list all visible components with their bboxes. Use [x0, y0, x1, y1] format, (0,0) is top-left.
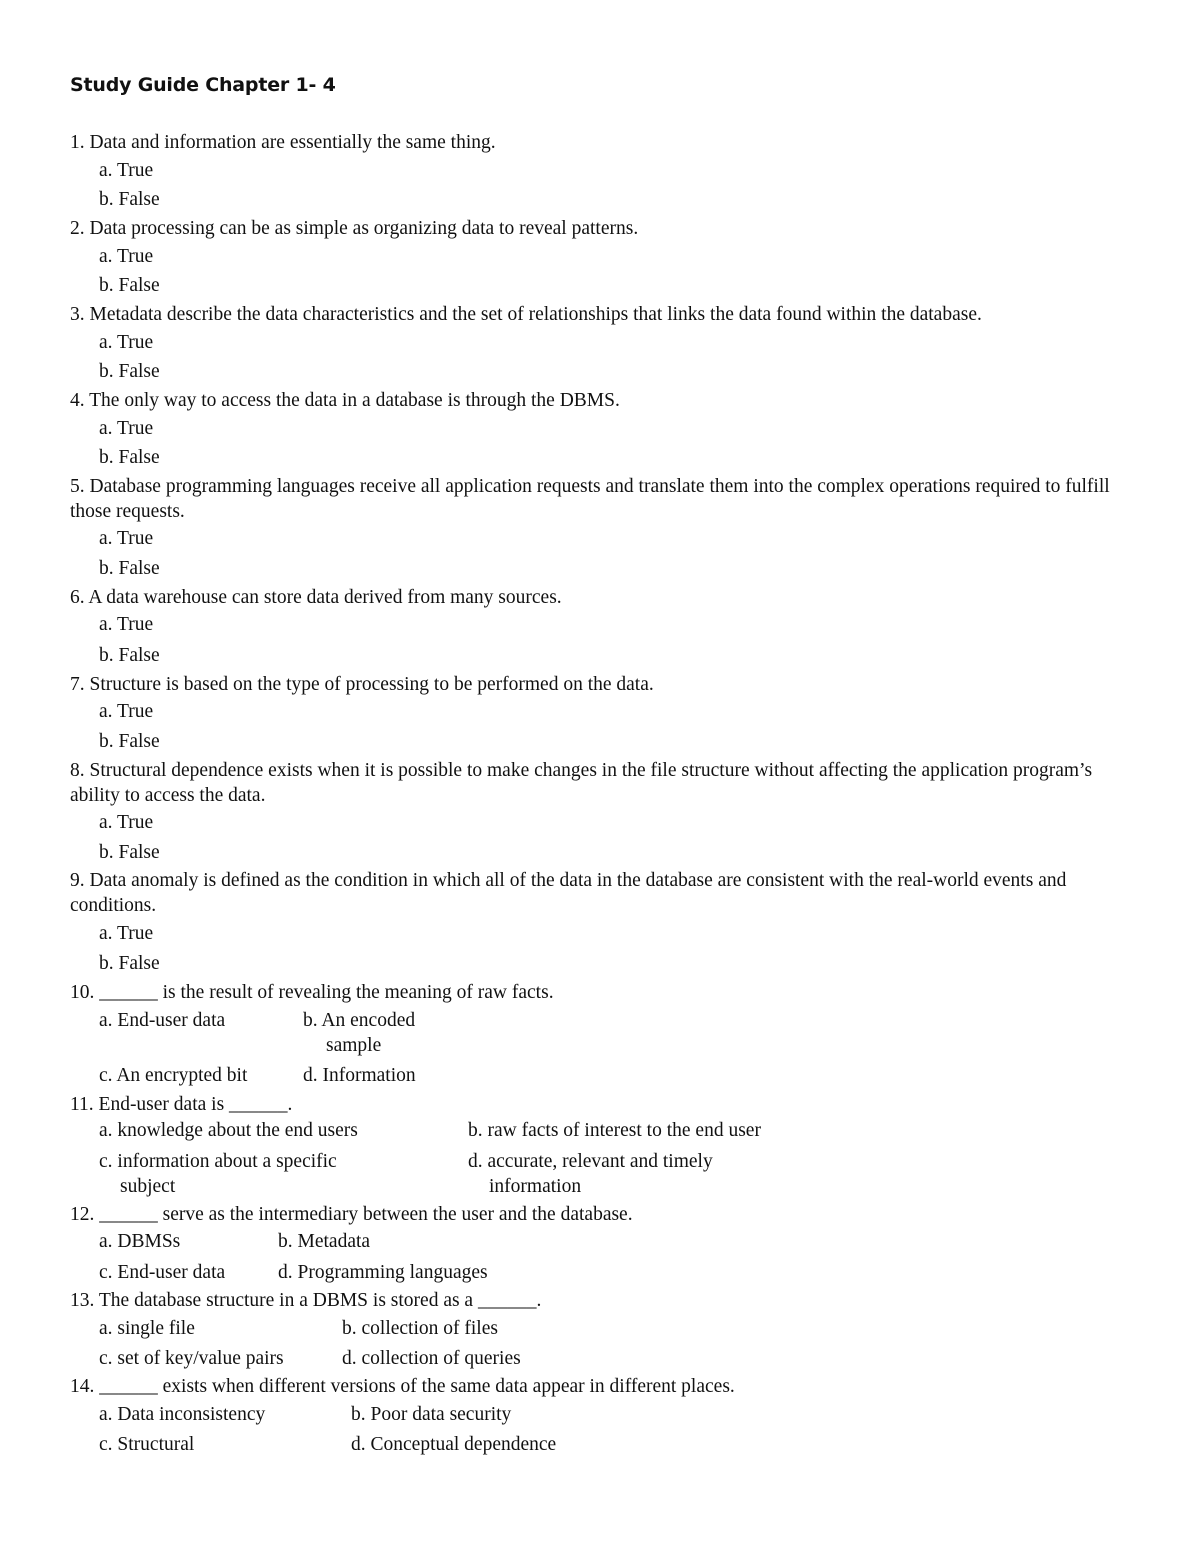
question-9: 9. Data anomaly is defined as the condition in which all of the data in the database are consistent with the real-world events and conditions.: [70, 870, 1067, 916]
q5-option-b: b. False: [99, 558, 160, 579]
q12-option-d: d. Programming languages: [278, 1262, 488, 1283]
page-title: Study Guide Chapter 1- 4: [70, 74, 336, 96]
q13-option-d: d. collection of queries: [342, 1348, 521, 1369]
q14-option-c: c. Structural: [99, 1434, 195, 1455]
q3-option-b: b. False: [99, 361, 160, 382]
q12-option-b: b. Metadata: [278, 1231, 371, 1252]
q11-option-b: b. raw facts of interest to the end user: [468, 1120, 761, 1141]
q14-option-a: a. Data inconsistency: [99, 1404, 266, 1425]
question-3: 3. Metadata describe the data characteristics and the set of relationships that links the data found within the database.: [70, 304, 982, 325]
q7-option-b: b. False: [99, 731, 160, 752]
q12-option-a: a. DBMSs: [99, 1231, 181, 1252]
q14-option-b: b. Poor data security: [351, 1404, 512, 1425]
q11-option-c: c. information about a specific subject: [99, 1151, 337, 1197]
q14-option-d: d. Conceptual dependence: [351, 1434, 557, 1455]
q12-option-c: c. End-user data: [99, 1262, 226, 1283]
q7-option-a: a. True: [99, 701, 154, 722]
q10-option-c: c. An encrypted bit: [99, 1065, 248, 1086]
question-8: 8. Structural dependence exists when it is possible to make changes in the file structure without affecting the application program’s ability to access the data.: [70, 760, 1093, 806]
question-4: 4. The only way to access the data in a database is through the DBMS.: [70, 390, 620, 411]
q2-option-a: a. True: [99, 246, 154, 267]
q4-option-b: b. False: [99, 447, 160, 468]
q10-option-d: d. Information: [303, 1065, 416, 1086]
q5-option-a: a. True: [99, 528, 154, 549]
q8-option-b: b. False: [99, 842, 160, 863]
q10-option-b: b. An encoded sample: [303, 1010, 416, 1056]
q6-option-b: b. False: [99, 645, 160, 666]
question-7: 7. Structure is based on the type of processing to be performed on the data.: [70, 674, 654, 695]
question-12: 12. ______ serve as the intermediary between the user and the database.: [70, 1204, 633, 1225]
q9-option-b: b. False: [99, 953, 160, 974]
q13-option-a: a. single file: [99, 1318, 195, 1339]
question-11: 11. End-user data is ______.: [70, 1094, 293, 1115]
question-10: 10. ______ is the result of revealing the meaning of raw facts.: [70, 982, 554, 1003]
question-2: 2. Data processing can be as simple as organizing data to reveal patterns.: [70, 218, 639, 239]
question-13: 13. The database structure in a DBMS is stored as a ______.: [70, 1290, 542, 1311]
q6-option-a: a. True: [99, 614, 154, 635]
q8-option-a: a. True: [99, 812, 154, 833]
q4-option-a: a. True: [99, 418, 154, 439]
question-1: 1. Data and information are essentially the same thing.: [70, 132, 496, 153]
q1-option-a: a. True: [99, 160, 154, 181]
q13-option-c: c. set of key/value pairs: [99, 1348, 284, 1369]
q13-option-b: b. collection of files: [342, 1318, 498, 1339]
q3-option-a: a. True: [99, 332, 154, 353]
q2-option-b: b. False: [99, 275, 160, 296]
question-6: 6. A data warehouse can store data derived from many sources.: [70, 587, 562, 608]
q10-option-a: a. End-user data: [99, 1010, 226, 1031]
question-5: 5. Database programming languages receive all application requests and translate them into the complex operations required to fulfill those requests.: [70, 476, 1110, 522]
question-14: 14. ______ exists when different versions of the same data appear in different places.: [70, 1376, 735, 1397]
q11-option-a: a. knowledge about the end users: [99, 1120, 358, 1141]
q11-option-d: d. accurate, relevant and timely information: [468, 1151, 713, 1197]
q1-option-b: b. False: [99, 189, 160, 210]
q9-option-a: a. True: [99, 923, 154, 944]
